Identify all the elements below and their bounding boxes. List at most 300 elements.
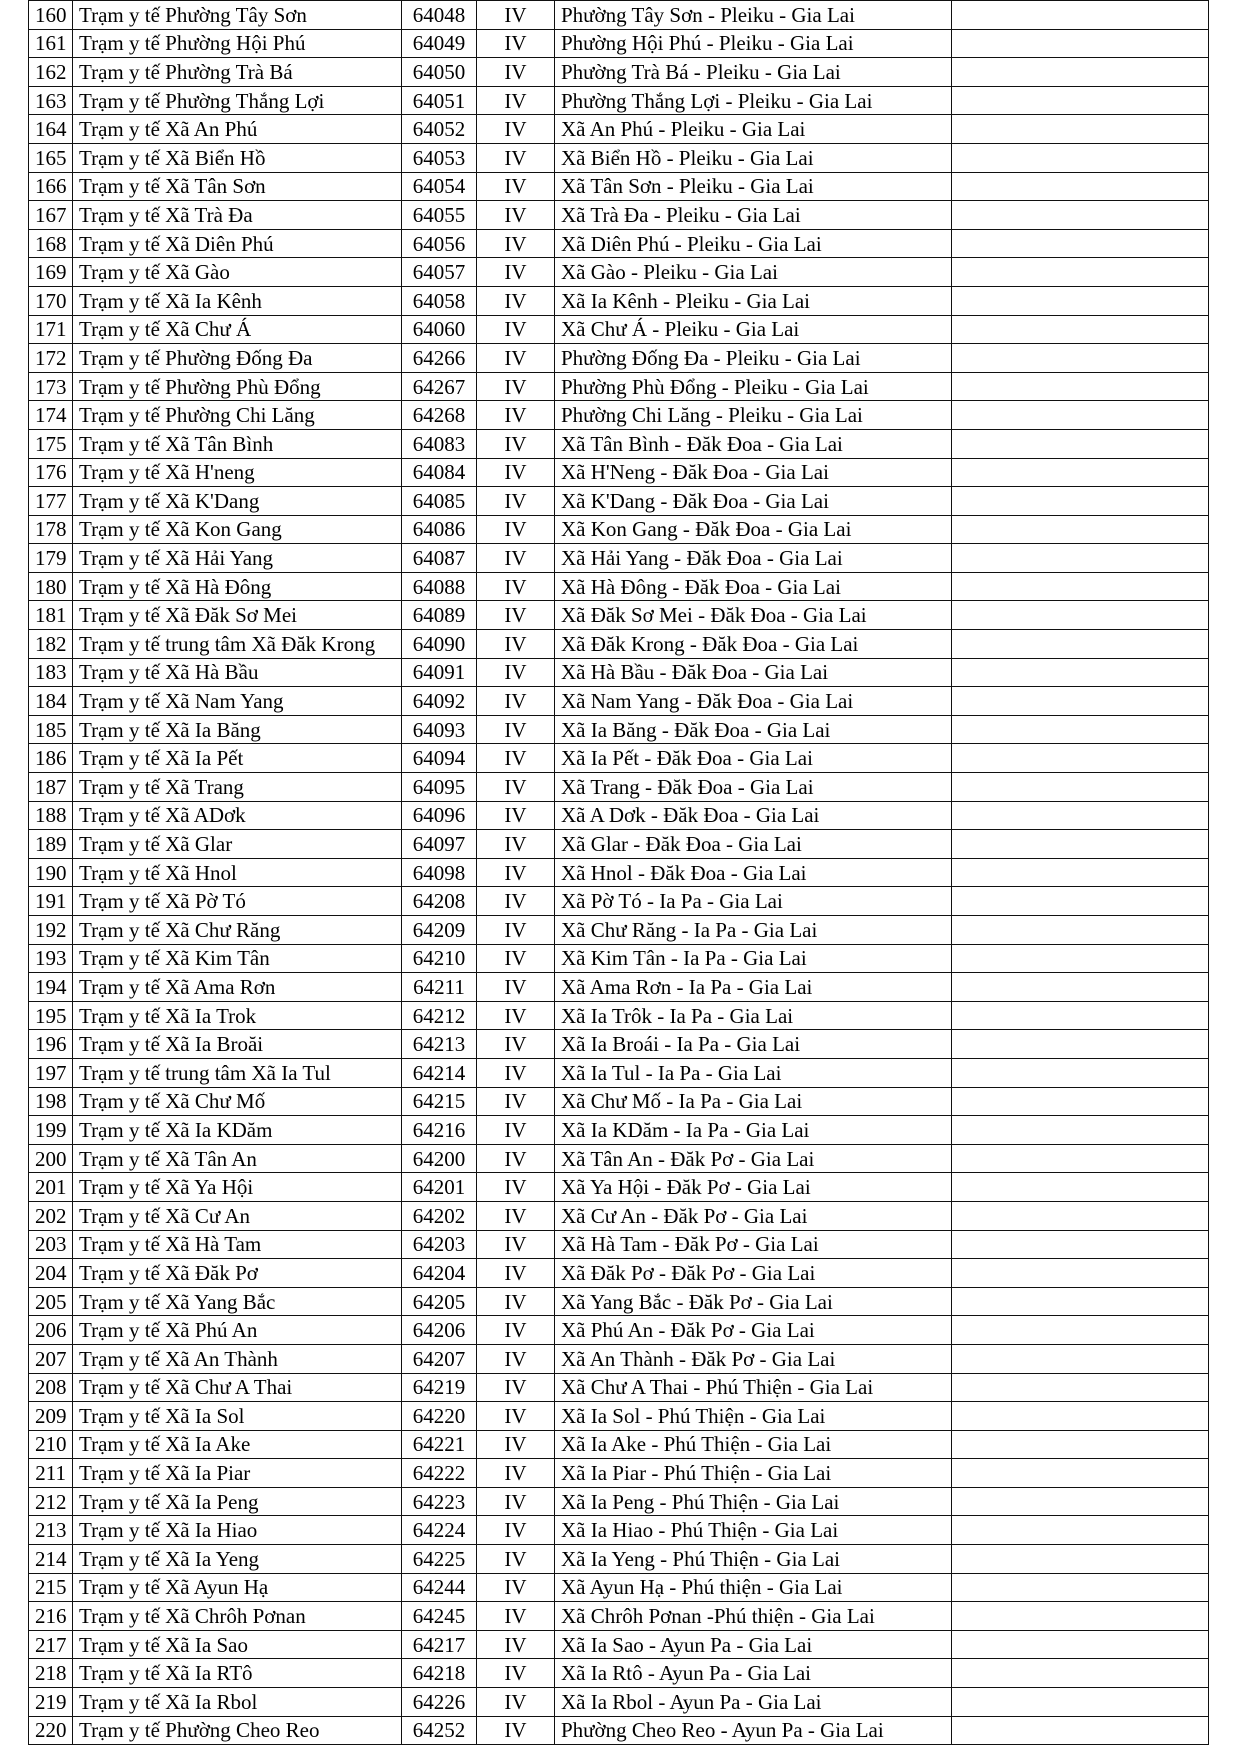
- facility-note: [952, 1688, 1209, 1717]
- facility-level: IV: [477, 1602, 555, 1631]
- facility-name: Trạm y tế Xã Ia Yeng: [73, 1545, 402, 1574]
- facility-name: Trạm y tế Xã Ia Hiao: [73, 1516, 402, 1545]
- row-number: 175: [29, 429, 73, 458]
- facility-code: 64245: [402, 1602, 477, 1631]
- facility-code: 64252: [402, 1716, 477, 1745]
- facility-code: 64088: [402, 572, 477, 601]
- facility-note: [952, 1459, 1209, 1488]
- facility-address: Xã Tân An - Đăk Pơ - Gia Lai: [555, 1144, 952, 1173]
- facility-name: Trạm y tế Xã Yang Bắc: [73, 1287, 402, 1316]
- facility-name: Trạm y tế Xã Ya Hội: [73, 1173, 402, 1202]
- facility-address: Xã Ia Sao - Ayun Pa - Gia Lai: [555, 1630, 952, 1659]
- facility-code: 64209: [402, 916, 477, 945]
- facility-level: IV: [477, 487, 555, 516]
- facility-code: 64084: [402, 458, 477, 487]
- facility-name: Trạm y tế Phường Đống Đa: [73, 344, 402, 373]
- facility-level: IV: [477, 515, 555, 544]
- row-number: 189: [29, 830, 73, 859]
- facility-address: Xã Nam Yang - Đăk Đoa - Gia Lai: [555, 687, 952, 716]
- table-row: [29, 1030, 1209, 1059]
- facility-name: Trạm y tế Xã Ia Ake: [73, 1430, 402, 1459]
- facility-address: Xã Hnol - Đăk Đoa - Gia Lai: [555, 858, 952, 887]
- facility-address: Xã Chư Á - Pleiku - Gia Lai: [555, 315, 952, 344]
- row-number: 209: [29, 1402, 73, 1431]
- row-number: 179: [29, 544, 73, 573]
- table-row: [29, 1487, 1209, 1516]
- facility-code: 64224: [402, 1516, 477, 1545]
- facility-name: Trạm y tế Xã Ia Sol: [73, 1402, 402, 1431]
- table-row: [29, 487, 1209, 516]
- row-number: 174: [29, 401, 73, 430]
- facility-name: Trạm y tế Xã Kon Gang: [73, 515, 402, 544]
- table-row: [29, 544, 1209, 573]
- facility-level: IV: [477, 744, 555, 773]
- table-row: [29, 344, 1209, 373]
- facility-name: Trạm y tế Xã An Thành: [73, 1344, 402, 1373]
- table-row: [29, 515, 1209, 544]
- facility-code: 64210: [402, 944, 477, 973]
- table-row: [29, 86, 1209, 115]
- table-row: [29, 1316, 1209, 1345]
- facility-code: 64096: [402, 801, 477, 830]
- facility-name: Trạm y tế Xã Tân Bình: [73, 429, 402, 458]
- facility-note: [952, 1344, 1209, 1373]
- facility-code: 64048: [402, 1, 477, 30]
- facility-address: Xã Ia Peng - Phú Thiện - Gia Lai: [555, 1487, 952, 1516]
- table-row: [29, 658, 1209, 687]
- facility-note: [952, 1, 1209, 30]
- facility-code: 64055: [402, 201, 477, 230]
- row-number: 218: [29, 1659, 73, 1688]
- facility-note: [952, 143, 1209, 172]
- facility-address: Xã Ia Piar - Phú Thiện - Gia Lai: [555, 1459, 952, 1488]
- row-number: 200: [29, 1144, 73, 1173]
- facility-code: 64089: [402, 601, 477, 630]
- facility-level: IV: [477, 286, 555, 315]
- facility-level: IV: [477, 1545, 555, 1574]
- table-row: [29, 687, 1209, 716]
- row-number: 176: [29, 458, 73, 487]
- facility-name: Trạm y tế Xã Glar: [73, 830, 402, 859]
- facility-address: Phường Trà Bá - Pleiku - Gia Lai: [555, 58, 952, 87]
- facility-address: Xã Pờ Tó - Ia Pa - Gia Lai: [555, 887, 952, 916]
- facility-note: [952, 487, 1209, 516]
- facility-level: IV: [477, 1116, 555, 1145]
- facility-note: [952, 1259, 1209, 1288]
- facility-address: Xã Đăk Pơ - Đăk Pơ - Gia Lai: [555, 1259, 952, 1288]
- facility-name: Trạm y tế Xã Hà Tam: [73, 1230, 402, 1259]
- facility-code: 64220: [402, 1402, 477, 1431]
- table-row: [29, 1459, 1209, 1488]
- facility-code: 64266: [402, 344, 477, 373]
- facility-address: Xã Yang Bắc - Đăk Pơ - Gia Lai: [555, 1287, 952, 1316]
- row-number: 214: [29, 1545, 73, 1574]
- facility-note: [952, 1058, 1209, 1087]
- facility-level: IV: [477, 1058, 555, 1087]
- row-number: 162: [29, 58, 73, 87]
- facility-note: [952, 286, 1209, 315]
- facility-note: [952, 1001, 1209, 1030]
- facility-address: Xã Ia Ake - Phú Thiện - Gia Lai: [555, 1430, 952, 1459]
- facility-code: 64217: [402, 1630, 477, 1659]
- facility-level: IV: [477, 572, 555, 601]
- facility-address: Xã Ia Băng - Đăk Đoa - Gia Lai: [555, 715, 952, 744]
- row-number: 210: [29, 1430, 73, 1459]
- facility-name: Trạm y tế Xã Chrôh Pơnan: [73, 1602, 402, 1631]
- facility-code: 64091: [402, 658, 477, 687]
- facility-address: Xã Ia Pết - Đăk Đoa - Gia Lai: [555, 744, 952, 773]
- facility-code: 64268: [402, 401, 477, 430]
- facility-note: [952, 1030, 1209, 1059]
- table-row: [29, 1087, 1209, 1116]
- table-row: [29, 286, 1209, 315]
- facility-note: [952, 1487, 1209, 1516]
- facility-level: IV: [477, 1087, 555, 1116]
- row-number: 168: [29, 229, 73, 258]
- facility-level: IV: [477, 773, 555, 802]
- facility-code: 64098: [402, 858, 477, 887]
- facility-level: IV: [477, 973, 555, 1002]
- facility-code: 64056: [402, 229, 477, 258]
- table-row: [29, 601, 1209, 630]
- row-number: 196: [29, 1030, 73, 1059]
- facility-code: 64225: [402, 1545, 477, 1574]
- facility-name: Trạm y tế Xã ADơk: [73, 801, 402, 830]
- table-row: [29, 1373, 1209, 1402]
- table-row: [29, 1001, 1209, 1030]
- row-number: 194: [29, 973, 73, 1002]
- facility-code: 64244: [402, 1573, 477, 1602]
- table-row: [29, 29, 1209, 58]
- facility-code: 64212: [402, 1001, 477, 1030]
- facility-code: 64095: [402, 773, 477, 802]
- row-number: 167: [29, 201, 73, 230]
- table-row: [29, 1144, 1209, 1173]
- facility-address: Xã Ia KDăm - Ia Pa - Gia Lai: [555, 1116, 952, 1145]
- facility-name: Trạm y tế Xã Ia RTô: [73, 1659, 402, 1688]
- table-row: [29, 58, 1209, 87]
- facility-name: Trạm y tế Phường Trà Bá: [73, 58, 402, 87]
- facility-code: 64216: [402, 1116, 477, 1145]
- facility-address: Xã Chư A Thai - Phú Thiện - Gia Lai: [555, 1373, 952, 1402]
- facility-code: 64207: [402, 1344, 477, 1373]
- facility-note: [952, 1316, 1209, 1345]
- facility-level: IV: [477, 1144, 555, 1173]
- facility-address: Xã Tân Bình - Đăk Đoa - Gia Lai: [555, 429, 952, 458]
- facility-name: Trạm y tế Xã Hà Bầu: [73, 658, 402, 687]
- facility-level: IV: [477, 715, 555, 744]
- facility-code: 64215: [402, 1087, 477, 1116]
- table-row: [29, 143, 1209, 172]
- facility-name: Trạm y tế Xã H'neng: [73, 458, 402, 487]
- facility-code: 64049: [402, 29, 477, 58]
- table-row: [29, 201, 1209, 230]
- facility-name: Trạm y tế Xã An Phú: [73, 115, 402, 144]
- facility-address: Xã Hải Yang - Đăk Đoa - Gia Lai: [555, 544, 952, 573]
- facility-note: [952, 1287, 1209, 1316]
- facility-level: IV: [477, 601, 555, 630]
- facility-level: IV: [477, 1373, 555, 1402]
- facility-level: IV: [477, 1230, 555, 1259]
- row-number: 192: [29, 916, 73, 945]
- facility-note: [952, 429, 1209, 458]
- facility-level: IV: [477, 1430, 555, 1459]
- row-number: 198: [29, 1087, 73, 1116]
- row-number: 204: [29, 1259, 73, 1288]
- facility-address: Phường Phù Đổng - Pleiku - Gia Lai: [555, 372, 952, 401]
- facility-note: [952, 1116, 1209, 1145]
- facility-address: Xã Ia Tul - Ia Pa - Gia Lai: [555, 1058, 952, 1087]
- facility-level: IV: [477, 1573, 555, 1602]
- facility-address: Xã A Dơk - Đăk Đoa - Gia Lai: [555, 801, 952, 830]
- row-number: 170: [29, 286, 73, 315]
- facility-note: [952, 1602, 1209, 1631]
- table-row: [29, 916, 1209, 945]
- facility-address: Xã Đăk Krong - Đăk Đoa - Gia Lai: [555, 630, 952, 659]
- facility-name: Trạm y tế Xã Nam Yang: [73, 687, 402, 716]
- table-row: [29, 1058, 1209, 1087]
- facility-name: Trạm y tế Xã Tân An: [73, 1144, 402, 1173]
- facility-address: Xã Ia Yeng - Phú Thiện - Gia Lai: [555, 1545, 952, 1574]
- facility-name: Trạm y tế Xã Chư Răng: [73, 916, 402, 945]
- facility-note: [952, 115, 1209, 144]
- facility-name: Trạm y tế Xã Ia Kênh: [73, 286, 402, 315]
- facility-address: Xã Ia Hiao - Phú Thiện - Gia Lai: [555, 1516, 952, 1545]
- facility-code: 64093: [402, 715, 477, 744]
- row-number: 183: [29, 658, 73, 687]
- table-row: [29, 1, 1209, 30]
- facility-level: IV: [477, 458, 555, 487]
- facility-note: [952, 801, 1209, 830]
- facility-name: Trạm y tế Xã Hải Yang: [73, 544, 402, 573]
- facility-address: Xã Chư Mố - Ia Pa - Gia Lai: [555, 1087, 952, 1116]
- facility-address: Xã Ama Rơn - Ia Pa - Gia Lai: [555, 973, 952, 1002]
- facility-address: Phường Đống Đa - Pleiku - Gia Lai: [555, 344, 952, 373]
- row-number: 186: [29, 744, 73, 773]
- facility-name: Trạm y tế Xã Pờ Tó: [73, 887, 402, 916]
- row-number: 169: [29, 258, 73, 287]
- row-number: 203: [29, 1230, 73, 1259]
- row-number: 216: [29, 1602, 73, 1631]
- facility-name: Trạm y tế Xã Đăk Pơ: [73, 1259, 402, 1288]
- facility-address: Xã An Thành - Đăk Pơ - Gia Lai: [555, 1344, 952, 1373]
- facility-code: 64202: [402, 1201, 477, 1230]
- facility-address: Xã Gào - Pleiku - Gia Lai: [555, 258, 952, 287]
- facility-level: IV: [477, 229, 555, 258]
- facility-level: IV: [477, 916, 555, 945]
- facility-level: IV: [477, 801, 555, 830]
- facility-note: [952, 1630, 1209, 1659]
- facility-name: Trạm y tế Phường Hội Phú: [73, 29, 402, 58]
- facility-code: 64094: [402, 744, 477, 773]
- table-row: [29, 1545, 1209, 1574]
- row-number: 191: [29, 887, 73, 916]
- facility-note: [952, 1230, 1209, 1259]
- facility-address: Xã Kon Gang - Đăk Đoa - Gia Lai: [555, 515, 952, 544]
- table-row: [29, 229, 1209, 258]
- facility-code: 64204: [402, 1259, 477, 1288]
- facility-note: [952, 1430, 1209, 1459]
- facility-note: [952, 944, 1209, 973]
- facility-note: [952, 916, 1209, 945]
- facility-address: Xã Ia Kênh - Pleiku - Gia Lai: [555, 286, 952, 315]
- table-row: [29, 1573, 1209, 1602]
- facility-code: 64052: [402, 115, 477, 144]
- table-row: [29, 744, 1209, 773]
- facility-name: Trạm y tế Xã Ayun Hạ: [73, 1573, 402, 1602]
- facility-level: IV: [477, 1659, 555, 1688]
- table-row: [29, 429, 1209, 458]
- row-number: 173: [29, 372, 73, 401]
- facility-level: IV: [477, 1688, 555, 1717]
- facility-code: 64222: [402, 1459, 477, 1488]
- row-number: 180: [29, 572, 73, 601]
- facility-name: Trạm y tế Xã Hnol: [73, 858, 402, 887]
- row-number: 161: [29, 29, 73, 58]
- facility-note: [952, 744, 1209, 773]
- facility-level: IV: [477, 1201, 555, 1230]
- facility-address: Xã Phú An - Đăk Pơ - Gia Lai: [555, 1316, 952, 1345]
- row-number: 164: [29, 115, 73, 144]
- facility-code: 64054: [402, 172, 477, 201]
- table-body: [29, 1, 1209, 1745]
- facility-level: IV: [477, 201, 555, 230]
- row-number: 166: [29, 172, 73, 201]
- row-number: 220: [29, 1716, 73, 1745]
- facility-code: 64226: [402, 1688, 477, 1717]
- facility-code: 64060: [402, 315, 477, 344]
- facility-code: 64213: [402, 1030, 477, 1059]
- facility-level: IV: [477, 1316, 555, 1345]
- facility-note: [952, 229, 1209, 258]
- facility-name: Trạm y tế Xã Trà Đa: [73, 201, 402, 230]
- facility-note: [952, 401, 1209, 430]
- facility-note: [952, 29, 1209, 58]
- facility-code: 64208: [402, 887, 477, 916]
- facility-name: Trạm y tế trung tâm Xã Ia Tul: [73, 1058, 402, 1087]
- facility-level: IV: [477, 1287, 555, 1316]
- facility-level: IV: [477, 258, 555, 287]
- facility-code: 64201: [402, 1173, 477, 1202]
- row-number: 206: [29, 1316, 73, 1345]
- facility-note: [952, 1201, 1209, 1230]
- facility-level: IV: [477, 1259, 555, 1288]
- row-number: 177: [29, 487, 73, 516]
- table-row: [29, 1659, 1209, 1688]
- facility-address: Xã Trà Đa - Pleiku - Gia Lai: [555, 201, 952, 230]
- facility-note: [952, 315, 1209, 344]
- row-number: 165: [29, 143, 73, 172]
- facility-name: Trạm y tế Xã Ia Peng: [73, 1487, 402, 1516]
- facility-address: Xã Ya Hội - Đăk Pơ - Gia Lai: [555, 1173, 952, 1202]
- facility-name: Trạm y tế Xã Diên Phú: [73, 229, 402, 258]
- row-number: 172: [29, 344, 73, 373]
- facility-name: Trạm y tế Phường Thắng Lợi: [73, 86, 402, 115]
- facility-note: [952, 572, 1209, 601]
- facility-address: Xã Tân Sơn - Pleiku - Gia Lai: [555, 172, 952, 201]
- table-row: [29, 572, 1209, 601]
- facility-code: 64086: [402, 515, 477, 544]
- facility-name: Trạm y tế Xã Kim Tân: [73, 944, 402, 973]
- table-row: [29, 1516, 1209, 1545]
- facility-level: IV: [477, 1, 555, 30]
- facility-level: IV: [477, 1716, 555, 1745]
- facility-note: [952, 86, 1209, 115]
- facility-code: 64267: [402, 372, 477, 401]
- table-row: [29, 1116, 1209, 1145]
- facility-note: [952, 687, 1209, 716]
- table-row: [29, 1173, 1209, 1202]
- facility-note: [952, 1516, 1209, 1545]
- table-row: [29, 372, 1209, 401]
- facility-note: [952, 887, 1209, 916]
- facility-address: Phường Chi Lăng - Pleiku - Gia Lai: [555, 401, 952, 430]
- table-row: [29, 1402, 1209, 1431]
- row-number: 187: [29, 773, 73, 802]
- facility-note: [952, 515, 1209, 544]
- facility-note: [952, 715, 1209, 744]
- facility-level: IV: [477, 143, 555, 172]
- facility-address: Xã Diên Phú - Pleiku - Gia Lai: [555, 229, 952, 258]
- facility-name: Trạm y tế Xã Ama Rơn: [73, 973, 402, 1002]
- facility-level: IV: [477, 687, 555, 716]
- facility-code: 64203: [402, 1230, 477, 1259]
- facility-level: IV: [477, 1487, 555, 1516]
- table-row: [29, 1344, 1209, 1373]
- facility-level: IV: [477, 544, 555, 573]
- facility-name: Trạm y tế trung tâm Xã Đăk Krong: [73, 630, 402, 659]
- facility-level: IV: [477, 630, 555, 659]
- facility-level: IV: [477, 1516, 555, 1545]
- facility-code: 64219: [402, 1373, 477, 1402]
- table-row: [29, 172, 1209, 201]
- facility-note: [952, 372, 1209, 401]
- row-number: 197: [29, 1058, 73, 1087]
- facility-code: 64206: [402, 1316, 477, 1345]
- facility-name: Trạm y tế Xã Biển Hồ: [73, 143, 402, 172]
- table-row: [29, 315, 1209, 344]
- facility-address: Xã Ia Broái - Ia Pa - Gia Lai: [555, 1030, 952, 1059]
- facility-note: [952, 601, 1209, 630]
- table-row: [29, 858, 1209, 887]
- row-number: 202: [29, 1201, 73, 1230]
- facility-name: Trạm y tế Xã Tân Sơn: [73, 172, 402, 201]
- facility-level: IV: [477, 58, 555, 87]
- facility-level: IV: [477, 372, 555, 401]
- facility-name: Trạm y tế Xã Chư A Thai: [73, 1373, 402, 1402]
- table-row: [29, 630, 1209, 659]
- facility-level: IV: [477, 115, 555, 144]
- facility-address: Xã Trang - Đăk Đoa - Gia Lai: [555, 773, 952, 802]
- facility-note: [952, 458, 1209, 487]
- row-number: 160: [29, 1, 73, 30]
- facility-address: Xã Kim Tân - Ia Pa - Gia Lai: [555, 944, 952, 973]
- facility-address: Xã Chư Răng - Ia Pa - Gia Lai: [555, 916, 952, 945]
- facility-note: [952, 1087, 1209, 1116]
- facility-level: IV: [477, 1402, 555, 1431]
- row-number: 205: [29, 1287, 73, 1316]
- facility-code: 64051: [402, 86, 477, 115]
- facility-address: Phường Tây Sơn - Pleiku - Gia Lai: [555, 1, 952, 30]
- facility-address: Xã H'Neng - Đăk Đoa - Gia Lai: [555, 458, 952, 487]
- table-row: [29, 944, 1209, 973]
- row-number: 184: [29, 687, 73, 716]
- facility-level: IV: [477, 1459, 555, 1488]
- facility-name: Trạm y tế Xã Phú An: [73, 1316, 402, 1345]
- facility-address: Xã An Phú - Pleiku - Gia Lai: [555, 115, 952, 144]
- row-number: 193: [29, 944, 73, 973]
- facility-code: 64211: [402, 973, 477, 1002]
